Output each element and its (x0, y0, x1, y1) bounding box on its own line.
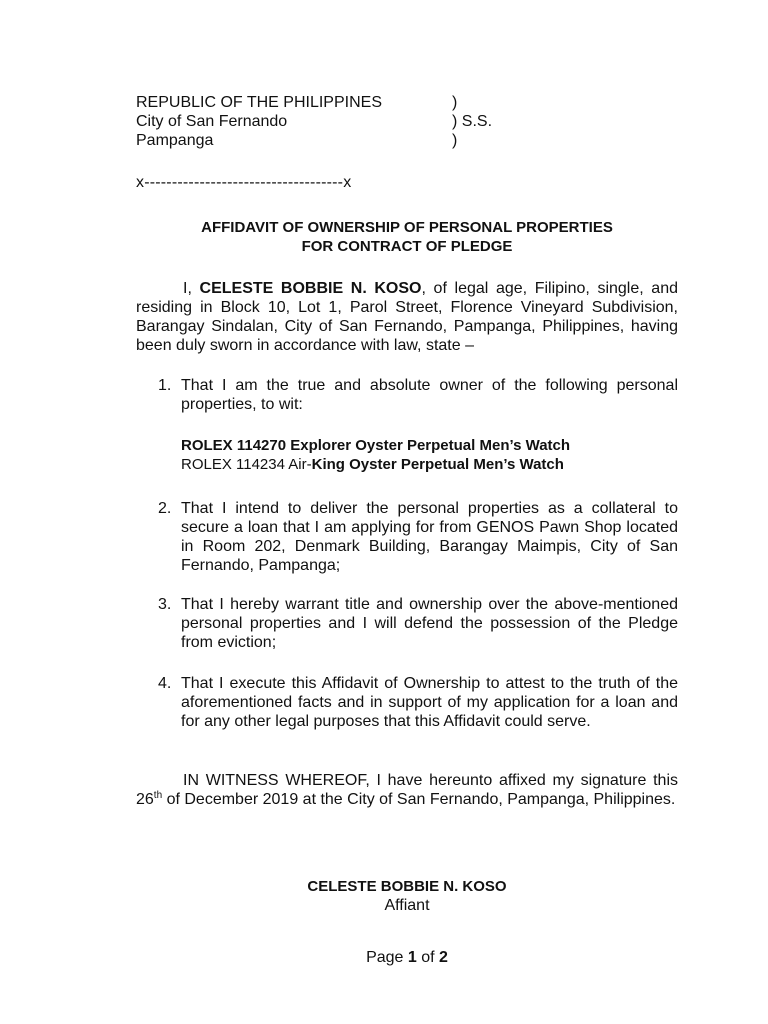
list-item (158, 376, 678, 414)
page-label: Page (366, 949, 408, 966)
intro-prefix: I, (183, 280, 200, 297)
list-item (158, 595, 678, 652)
witness-paragraph (136, 771, 678, 809)
venue-block (136, 93, 536, 150)
date-suffix: th (153, 790, 163, 801)
property-list (181, 436, 570, 474)
separator-line: x------------------------------------x (136, 174, 352, 191)
venue-province: Pampanga (136, 132, 214, 149)
document-title (136, 218, 678, 256)
item-text: That I intend to deliver the personal properties as a collateral to secure a loan that I am applying for from GENOS Pawn Shop located in Room 202, Denmark Building, Barangay Maimpis, City of San Fernando, Pampanga; (181, 500, 678, 574)
intro-body: , of legal age, Filipino, single, and residing in Block 10, Lot 1, Parol Street, Florence Vineyard Subdivision, Barangay Sindalan, City of San Fernando, Pampanga, Philippines, having been duly sworn in accordance with law, state – (136, 280, 679, 354)
item-text: That I hereby warrant title and ownership over the above-mentioned personal properties and I will defend the possession of the Pledge from eviction; (181, 596, 678, 651)
item-text: That I execute this Affidavit of Ownership to attest to the truth of the aforementioned facts and in support of my application for a loan and for any other legal purposes that this Affidavit could serve. (181, 675, 678, 730)
item-number: 4. (158, 675, 172, 692)
intro-paragraph (136, 279, 678, 355)
witness-text: IN WITNESS WHEREOF, I have hereunto affixed my signature this 26 (136, 772, 678, 808)
property-plain: ROLEX 114234 Air- (181, 456, 312, 473)
venue-ss: ) S.S. (452, 113, 493, 130)
page-current: 1 (407, 949, 417, 966)
venue-paren: ) (452, 132, 458, 149)
affiant-name: CELESTE BOBBIE N. KOSO (199, 280, 422, 297)
page-of: of (416, 949, 440, 966)
property-bold: King Oyster Perpetual Men’s Watch (311, 456, 564, 473)
item-text: That I am the true and absolute owner of the following personal properties, to wit: (181, 377, 678, 413)
item-number: 3. (158, 596, 172, 613)
item-number: 1. (158, 377, 172, 394)
list-item (158, 674, 678, 731)
venue-country: REPUBLIC OF THE PHILIPPINES (136, 94, 382, 111)
property-item (181, 455, 570, 474)
page-total: 2 (439, 949, 448, 966)
list-item (158, 499, 678, 575)
signatory-name: CELESTE BOBBIE N. KOSO (307, 878, 507, 895)
item-number: 2. (158, 500, 172, 517)
signature-block (136, 877, 678, 915)
property-item: ROLEX 114270 Explorer Oyster Perpetual Men’s Watch (181, 437, 571, 454)
venue-city: City of San Fernando (136, 113, 288, 130)
title-line: AFFIDAVIT OF OWNERSHIP OF PERSONAL PROPERTIES (201, 219, 613, 236)
page-footer (136, 948, 678, 967)
signatory-role: Affiant (384, 897, 430, 914)
venue-paren: ) (452, 94, 458, 111)
title-line: FOR CONTRACT OF PLEDGE (301, 238, 513, 255)
witness-text: of December 2019 at the City of San Fernando, Pampanga, Philippines. (162, 791, 676, 808)
